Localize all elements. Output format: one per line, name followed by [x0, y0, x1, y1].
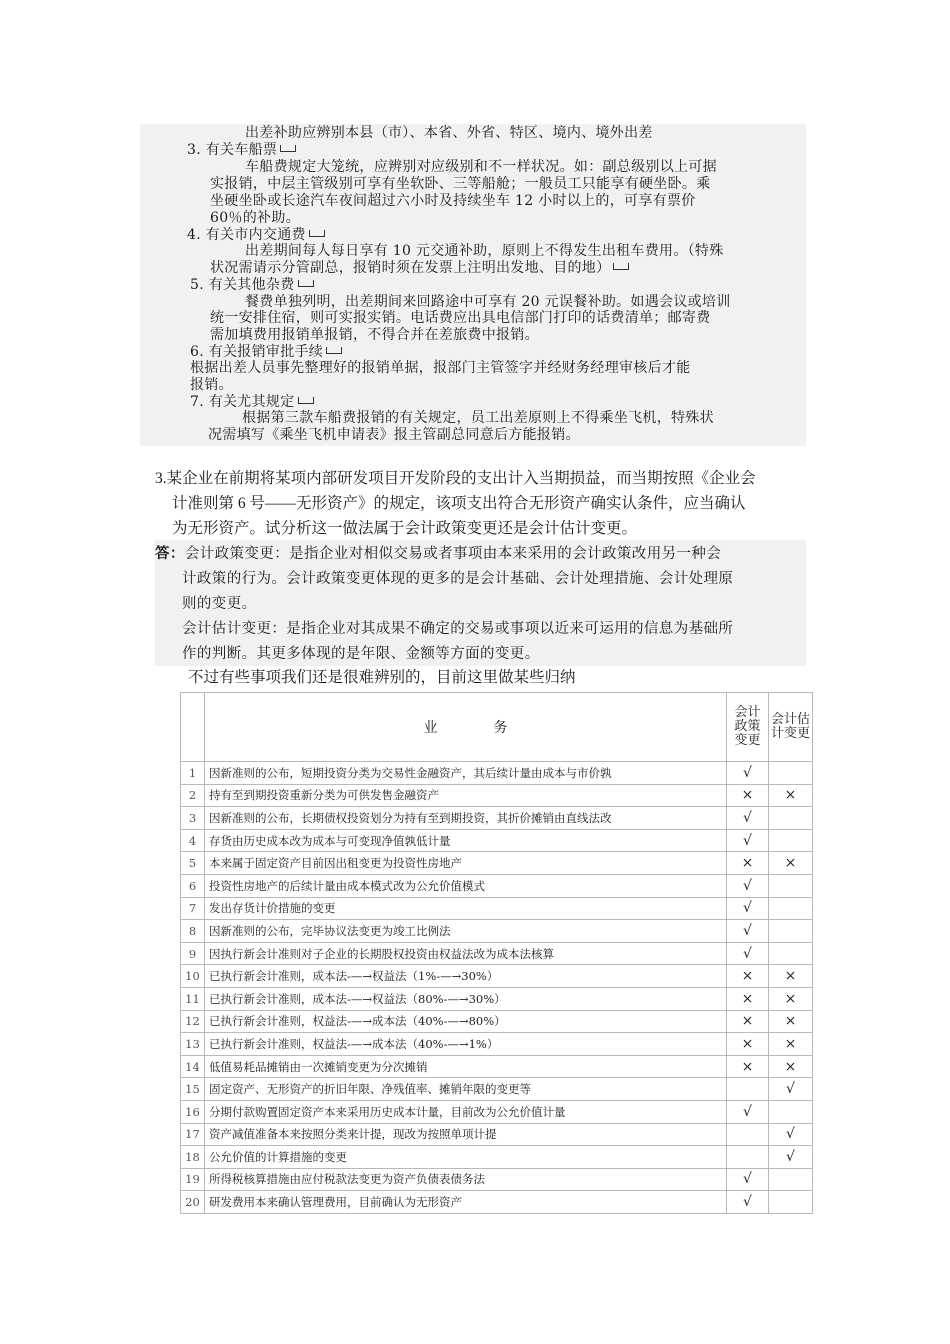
header-number-cell	[181, 693, 205, 762]
question-line: 计准则第 6 号——无形资产》的规定，该项支出符合无形资产确实认条件，应当确认	[172, 495, 746, 512]
upper-line: 根据第三款车船费报销的有关规定，员工出差原则上不得乘坐飞机，特殊状	[242, 410, 714, 426]
row-estimate-mark	[769, 1100, 813, 1123]
row-item: 持有至到期投资重新分类为可供发售金融资产	[205, 784, 727, 807]
row-item: 因新准则的公布，完毕协议法变更为竣工比例法	[205, 920, 727, 943]
upper-line: 需加填费用报销单报销，不得合并在差旅费中报销。	[210, 327, 539, 343]
question-line: 3.某企业在前期将某项内部研发项目开发阶段的支出计入当期损益，而当期按照《企业会	[155, 470, 756, 487]
row-policy-mark: ×	[727, 965, 769, 988]
header-estimate-change: 会计估计变更	[769, 693, 813, 762]
row-estimate-mark	[769, 829, 813, 852]
row-item: 已执行新会计准则，权益法-—→成本法（40%-—→80%）	[205, 1010, 727, 1033]
row-number: 13	[181, 1033, 205, 1056]
upper-line: 车船费规定大笼统，应辨别对应级别和不一样状况。如：副总级别以上可据	[245, 159, 717, 175]
table-row	[181, 1033, 813, 1056]
table-row	[181, 1123, 813, 1146]
upper-line: 出差补助应辨别本县（市）、本省、外省、特区、境内、境外出差	[245, 125, 653, 141]
classification-table	[180, 692, 813, 1214]
row-estimate-mark: ×	[769, 987, 813, 1010]
row-policy-mark: ×	[727, 784, 769, 807]
upper-heading: 5. 有关其他杂费	[190, 277, 314, 294]
row-policy-mark: ×	[727, 852, 769, 875]
row-number: 6	[181, 874, 205, 897]
header-business: 业 务	[205, 693, 727, 762]
row-number: 18	[181, 1146, 205, 1169]
answer-line: 答：会计政策变更：是指企业对相似交易或者事项由本来采用的会计政策改用另一种会	[155, 545, 722, 562]
row-number: 12	[181, 1010, 205, 1033]
row-item: 投资性房地产的后续计量由成本模式改为公允价值模式	[205, 874, 727, 897]
table-row	[181, 942, 813, 965]
row-estimate-mark: √	[769, 1123, 813, 1146]
row-item: 资产减值准备本来按照分类来计提，现改为按照单项计提	[205, 1123, 727, 1146]
upper-line: 坐硬坐卧或长途汽车夜间超过六小时及持续坐车 12 小时以上的，可享有票价	[210, 193, 696, 209]
row-policy-mark: ×	[727, 1010, 769, 1033]
paragraph-mark-icon	[309, 230, 325, 237]
table-row	[181, 965, 813, 988]
row-number: 11	[181, 987, 205, 1010]
row-number: 19	[181, 1168, 205, 1191]
upper-heading: 7. 有关尤其规定	[190, 394, 314, 411]
row-item: 公允价值的计算措施的变更	[205, 1146, 727, 1169]
table-header-row	[181, 693, 813, 762]
table-row	[181, 1146, 813, 1169]
row-policy-mark: √	[727, 1100, 769, 1123]
row-estimate-mark: ×	[769, 784, 813, 807]
table-row	[181, 987, 813, 1010]
upper-line: 报销。	[190, 377, 233, 393]
row-policy-mark: √	[727, 897, 769, 920]
upper-line: 况需填写《乘坐飞机申请表》报主管副总同意后方能报销。	[208, 427, 580, 443]
row-item: 因新准则的公布，长期债权投资划分为持有至到期投资，其折价摊销由直线法改	[205, 807, 727, 830]
table-row	[181, 1100, 813, 1123]
row-number: 9	[181, 942, 205, 965]
row-policy-mark: √	[727, 1191, 769, 1214]
upper-line: 统一安排住宿，则可实报实销。电话费应出具电信部门打印的话费清单；邮寄费	[210, 310, 711, 326]
answer-line: 则的变更。	[182, 596, 257, 612]
row-number: 3	[181, 807, 205, 830]
table-row	[181, 829, 813, 852]
answer-line: 作的判断。其更多体现的是年限、金额等方面的变更。	[182, 646, 540, 662]
row-policy-mark: √	[727, 1168, 769, 1191]
paragraph-mark-icon	[326, 347, 342, 354]
table-row	[181, 1010, 813, 1033]
row-item: 固定资产、无形资产的折旧年限、净残值率、摊销年限的变更等	[205, 1078, 727, 1101]
row-estimate-mark	[769, 874, 813, 897]
row-item: 已执行新会计准则，成本法-—→权益法（1%-—→30%）	[205, 965, 727, 988]
row-item: 发出存货计价措施的变更	[205, 897, 727, 920]
row-policy-mark: √	[727, 942, 769, 965]
table-row	[181, 1055, 813, 1078]
table-intro: 不过有些事项我们还是很难辨别的，目前这里做某些归纳	[188, 669, 576, 686]
row-policy-mark: √	[727, 762, 769, 785]
row-number: 5	[181, 852, 205, 875]
table-row	[181, 807, 813, 830]
answer-label: 答：	[155, 545, 185, 562]
row-number: 16	[181, 1100, 205, 1123]
row-item: 低值易耗品摊销由一次摊销变更为分次摊销	[205, 1055, 727, 1078]
row-estimate-mark	[769, 762, 813, 785]
row-policy-mark: √	[727, 807, 769, 830]
table-row	[181, 1078, 813, 1101]
row-estimate-mark	[769, 807, 813, 830]
answer-line: 会计估计变更：是指企业对其成果不确定的交易或事项以近来可运用的信息为基础所	[182, 621, 734, 637]
row-number: 20	[181, 1191, 205, 1214]
table-row	[181, 1168, 813, 1191]
row-item: 因新准则的公布，短期投资分类为交易性金融资产，其后续计量由成本与市价孰	[205, 762, 727, 785]
row-number: 4	[181, 829, 205, 852]
row-estimate-mark: √	[769, 1146, 813, 1169]
row-estimate-mark	[769, 920, 813, 943]
row-number: 10	[181, 965, 205, 988]
question-line: 为无形资产。试分析这一做法属于会计政策变更还是会计估计变更。	[172, 520, 638, 537]
table-row	[181, 762, 813, 785]
upper-line: 根据出差人员事先整理好的报销单据，报部门主管签字并经财务经理审核后才能	[190, 360, 691, 376]
row-estimate-mark	[769, 1191, 813, 1214]
upper-heading: 6. 有关报销审批手续	[190, 344, 342, 361]
table-row	[181, 1191, 813, 1214]
paragraph-mark-icon	[613, 263, 629, 270]
row-number: 17	[181, 1123, 205, 1146]
upper-line: 状况需请示分管副总，报销时须在发票上注明出发地、目的地）	[210, 260, 629, 277]
upper-heading: 4. 有关市内交通费	[187, 227, 325, 244]
header-policy-change: 会计政策变更	[727, 693, 769, 762]
row-policy-mark	[727, 1123, 769, 1146]
row-item: 因执行新会计准则对子企业的长期股权投资由权益法改为成本法核算	[205, 942, 727, 965]
answer-line: 计政策的行为。会计政策变更体现的更多的是会计基础、会计处理措施、会计处理原	[182, 571, 734, 587]
upper-line: 出差期间每人每日享有 10 元交通补助，原则上不得发生出租车费用。（特殊	[245, 243, 724, 259]
row-policy-mark: √	[727, 829, 769, 852]
row-policy-mark: ×	[727, 1055, 769, 1078]
row-policy-mark: ×	[727, 1033, 769, 1056]
row-item: 已执行新会计准则，权益法-—→成本法（40%-—→1%）	[205, 1033, 727, 1056]
row-number: 15	[181, 1078, 205, 1101]
table-row	[181, 874, 813, 897]
row-estimate-mark	[769, 1168, 813, 1191]
row-number: 2	[181, 784, 205, 807]
row-number: 1	[181, 762, 205, 785]
row-policy-mark: ×	[727, 987, 769, 1010]
upper-heading: 3. 有关车船票	[187, 142, 296, 159]
row-estimate-mark: ×	[769, 1055, 813, 1078]
row-number: 8	[181, 920, 205, 943]
row-number: 14	[181, 1055, 205, 1078]
table-row	[181, 920, 813, 943]
row-estimate-mark: ×	[769, 1010, 813, 1033]
row-estimate-mark: ×	[769, 1033, 813, 1056]
paragraph-mark-icon	[280, 145, 296, 152]
upper-line: 60％的补助。	[210, 210, 300, 226]
row-estimate-mark	[769, 942, 813, 965]
paragraph-mark-icon	[298, 280, 314, 287]
table-row	[181, 852, 813, 875]
row-number: 7	[181, 897, 205, 920]
table-row	[181, 784, 813, 807]
row-policy-mark	[727, 1146, 769, 1169]
row-policy-mark: √	[727, 920, 769, 943]
row-item: 已执行新会计准则，成本法-—→权益法（80%-—→30%）	[205, 987, 727, 1010]
row-estimate-mark	[769, 897, 813, 920]
row-item: 分期付款购置固定资产本来采用历史成本计量，目前改为公允价值计量	[205, 1100, 727, 1123]
row-estimate-mark: ×	[769, 852, 813, 875]
row-item: 所得税核算措施由应付税款法变更为资产负债表债务法	[205, 1168, 727, 1191]
row-policy-mark: √	[727, 874, 769, 897]
upper-line: 实报销，中层主管级别可享有坐软卧、三等船舱；一般员工只能享有硬坐卧。乘	[210, 176, 711, 192]
row-item: 本来属于固定资产目前因出租变更为投资性房地产	[205, 852, 727, 875]
upper-line: 餐费单独列明，出差期间来回路途中可享有 20 元误餐补助。如遇会议或培训	[245, 294, 731, 310]
row-item: 研发费用本来确认管理费用，目前确认为无形资产	[205, 1191, 727, 1214]
row-policy-mark	[727, 1078, 769, 1101]
row-item: 存货由历史成本改为成本与可变现净值孰低计量	[205, 829, 727, 852]
paragraph-mark-icon	[298, 397, 314, 404]
row-estimate-mark: ×	[769, 965, 813, 988]
row-estimate-mark: √	[769, 1078, 813, 1101]
table-row	[181, 897, 813, 920]
